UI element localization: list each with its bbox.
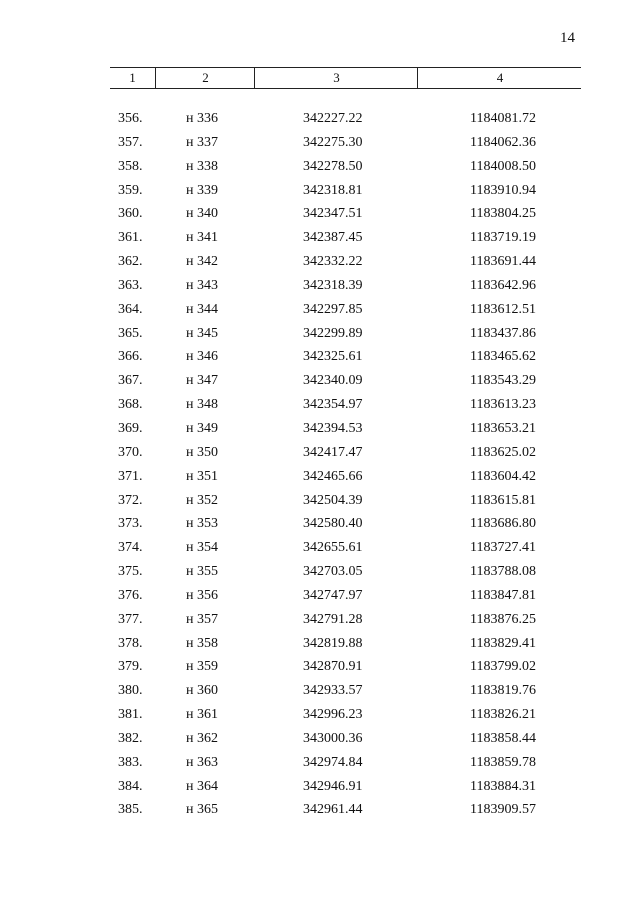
point-id: н 350 bbox=[186, 444, 218, 460]
row-number: 365. bbox=[118, 325, 143, 341]
y-coordinate: 1183884.31 bbox=[470, 778, 536, 794]
y-coordinate: 1183691.44 bbox=[470, 254, 536, 270]
table-row bbox=[0, 609, 639, 633]
table-row bbox=[0, 394, 639, 418]
y-coordinate: 1183686.80 bbox=[470, 516, 536, 532]
point-id: н 351 bbox=[186, 468, 218, 484]
x-coordinate: 343000.36 bbox=[303, 730, 363, 746]
x-coordinate: 342318.81 bbox=[303, 182, 363, 198]
column-header-2: 2 bbox=[155, 68, 255, 88]
table-row bbox=[0, 466, 639, 490]
y-coordinate: 1183788.08 bbox=[470, 564, 536, 580]
point-id: н 357 bbox=[186, 611, 218, 627]
y-coordinate: 1183437.86 bbox=[470, 325, 536, 341]
row-number: 363. bbox=[118, 277, 143, 293]
table-row bbox=[0, 251, 639, 275]
table-row bbox=[0, 299, 639, 323]
row-number: 368. bbox=[118, 397, 143, 413]
row-number: 364. bbox=[118, 301, 143, 317]
point-id: н 352 bbox=[186, 492, 218, 508]
table-row bbox=[0, 490, 639, 514]
row-number: 374. bbox=[118, 540, 143, 556]
y-coordinate: 1183804.25 bbox=[470, 206, 536, 222]
x-coordinate: 342870.91 bbox=[303, 659, 363, 675]
point-id: н 340 bbox=[186, 206, 218, 222]
point-id: н 337 bbox=[186, 134, 218, 150]
x-coordinate: 342299.89 bbox=[303, 325, 363, 341]
table-row bbox=[0, 275, 639, 299]
table-row bbox=[0, 180, 639, 204]
row-number: 376. bbox=[118, 587, 143, 603]
table-row bbox=[0, 323, 639, 347]
row-number: 356. bbox=[118, 111, 143, 126]
x-coordinate: 342946.91 bbox=[303, 778, 363, 794]
row-number: 371. bbox=[118, 468, 143, 484]
table-row bbox=[0, 752, 639, 776]
table-row bbox=[0, 156, 639, 180]
row-number: 377. bbox=[118, 611, 143, 627]
x-coordinate: 342227.22 bbox=[303, 111, 363, 126]
point-id: н 363 bbox=[186, 754, 218, 770]
point-id: н 349 bbox=[186, 420, 218, 436]
y-coordinate: 1183613.23 bbox=[470, 397, 536, 413]
y-coordinate: 1183909.57 bbox=[470, 802, 536, 818]
row-number: 366. bbox=[118, 349, 143, 365]
x-coordinate: 342354.97 bbox=[303, 397, 363, 413]
y-coordinate: 1183719.19 bbox=[470, 230, 536, 246]
row-number: 360. bbox=[118, 206, 143, 222]
y-coordinate: 1183604.42 bbox=[470, 468, 536, 484]
table-row bbox=[0, 680, 639, 704]
x-coordinate: 342325.61 bbox=[303, 349, 363, 365]
x-coordinate: 342387.45 bbox=[303, 230, 363, 246]
point-id: н 344 bbox=[186, 301, 218, 317]
point-id: н 347 bbox=[186, 373, 218, 389]
row-number: 369. bbox=[118, 420, 143, 436]
y-coordinate: 1183727.41 bbox=[470, 540, 536, 556]
x-coordinate: 342297.85 bbox=[303, 301, 363, 317]
table-row bbox=[0, 799, 639, 823]
table-row bbox=[0, 585, 639, 609]
y-coordinate: 1184081.72 bbox=[470, 111, 536, 126]
x-coordinate: 342504.39 bbox=[303, 492, 363, 508]
row-number: 382. bbox=[118, 730, 143, 746]
point-id: н 348 bbox=[186, 397, 218, 413]
table-row bbox=[0, 108, 639, 132]
table-row bbox=[0, 513, 639, 537]
row-number: 370. bbox=[118, 444, 143, 460]
x-coordinate: 342340.09 bbox=[303, 373, 363, 389]
x-coordinate: 342819.88 bbox=[303, 635, 363, 651]
point-id: н 364 bbox=[186, 778, 218, 794]
y-coordinate: 1183612.51 bbox=[470, 301, 536, 317]
x-coordinate: 342996.23 bbox=[303, 707, 363, 723]
table-header bbox=[110, 67, 581, 89]
y-coordinate: 1183847.81 bbox=[470, 587, 536, 603]
x-coordinate: 342580.40 bbox=[303, 516, 363, 532]
y-coordinate: 1183653.21 bbox=[470, 420, 536, 436]
row-number: 359. bbox=[118, 182, 143, 198]
x-coordinate: 342703.05 bbox=[303, 564, 363, 580]
column-header-3: 3 bbox=[254, 68, 418, 88]
point-id: н 354 bbox=[186, 540, 218, 556]
point-id: н 336 bbox=[186, 111, 218, 126]
table-row bbox=[0, 370, 639, 394]
point-id: н 342 bbox=[186, 254, 218, 270]
x-coordinate: 342465.66 bbox=[303, 468, 363, 484]
row-number: 381. bbox=[118, 707, 143, 723]
x-coordinate: 342278.50 bbox=[303, 158, 363, 174]
point-id: н 360 bbox=[186, 683, 218, 699]
y-coordinate: 1183625.02 bbox=[470, 444, 536, 460]
row-number: 367. bbox=[118, 373, 143, 389]
table-row bbox=[0, 418, 639, 442]
row-number: 379. bbox=[118, 659, 143, 675]
x-coordinate: 342394.53 bbox=[303, 420, 363, 436]
row-number: 357. bbox=[118, 134, 143, 150]
y-coordinate: 1183615.81 bbox=[470, 492, 536, 508]
x-coordinate: 342747.97 bbox=[303, 587, 363, 603]
point-id: н 341 bbox=[186, 230, 218, 246]
y-coordinate: 1183876.25 bbox=[470, 611, 536, 627]
y-coordinate: 1183859.78 bbox=[470, 754, 536, 770]
table-row bbox=[0, 561, 639, 585]
x-coordinate: 342332.22 bbox=[303, 254, 363, 270]
point-id: н 365 bbox=[186, 802, 218, 818]
table-row bbox=[0, 203, 639, 227]
row-number: 385. bbox=[118, 802, 143, 818]
row-number: 358. bbox=[118, 158, 143, 174]
y-coordinate: 1184062.36 bbox=[470, 134, 536, 150]
row-number: 373. bbox=[118, 516, 143, 532]
point-id: н 355 bbox=[186, 564, 218, 580]
x-coordinate: 342974.84 bbox=[303, 754, 363, 770]
point-id: н 358 bbox=[186, 635, 218, 651]
y-coordinate: 1183829.41 bbox=[470, 635, 536, 651]
table-row bbox=[0, 537, 639, 561]
x-coordinate: 342275.30 bbox=[303, 134, 363, 150]
y-coordinate: 1183819.76 bbox=[470, 683, 536, 699]
table-body bbox=[0, 108, 639, 823]
y-coordinate: 1183543.29 bbox=[470, 373, 536, 389]
table-row bbox=[0, 728, 639, 752]
table-row bbox=[0, 227, 639, 251]
table-row bbox=[0, 776, 639, 800]
point-id: н 346 bbox=[186, 349, 218, 365]
row-number: 384. bbox=[118, 778, 143, 794]
column-header-4: 4 bbox=[417, 68, 582, 88]
table-row bbox=[0, 633, 639, 657]
point-id: н 345 bbox=[186, 325, 218, 341]
row-number: 378. bbox=[118, 635, 143, 651]
row-number: 372. bbox=[118, 492, 143, 508]
table-row bbox=[0, 442, 639, 466]
page-number: 14 bbox=[560, 30, 575, 46]
x-coordinate: 342318.39 bbox=[303, 277, 363, 293]
x-coordinate: 342655.61 bbox=[303, 540, 363, 556]
point-id: н 339 bbox=[186, 182, 218, 198]
y-coordinate: 1183858.44 bbox=[470, 730, 536, 746]
y-coordinate: 1184008.50 bbox=[470, 158, 536, 174]
y-coordinate: 1183465.62 bbox=[470, 349, 536, 365]
y-coordinate: 1183799.02 bbox=[470, 659, 536, 675]
table-row bbox=[0, 132, 639, 156]
table-row bbox=[0, 656, 639, 680]
column-header-1: 1 bbox=[129, 70, 136, 85]
x-coordinate: 342417.47 bbox=[303, 444, 363, 460]
point-id: н 362 bbox=[186, 730, 218, 746]
point-id: н 356 bbox=[186, 587, 218, 603]
row-number: 362. bbox=[118, 254, 143, 270]
x-coordinate: 342791.28 bbox=[303, 611, 363, 627]
row-number: 361. bbox=[118, 230, 143, 246]
row-number: 375. bbox=[118, 564, 143, 580]
x-coordinate: 342933.57 bbox=[303, 683, 363, 699]
y-coordinate: 1183642.96 bbox=[470, 277, 536, 293]
point-id: н 343 bbox=[186, 277, 218, 293]
row-number: 383. bbox=[118, 754, 143, 770]
table-row bbox=[0, 704, 639, 728]
y-coordinate: 1183826.21 bbox=[470, 707, 536, 723]
table-row bbox=[0, 346, 639, 370]
y-coordinate: 1183910.94 bbox=[470, 182, 536, 198]
point-id: н 338 bbox=[186, 158, 218, 174]
x-coordinate: 342961.44 bbox=[303, 802, 363, 818]
point-id: н 353 bbox=[186, 516, 218, 532]
row-number: 380. bbox=[118, 683, 143, 699]
point-id: н 359 bbox=[186, 659, 218, 675]
point-id: н 361 bbox=[186, 707, 218, 723]
x-coordinate: 342347.51 bbox=[303, 206, 363, 222]
